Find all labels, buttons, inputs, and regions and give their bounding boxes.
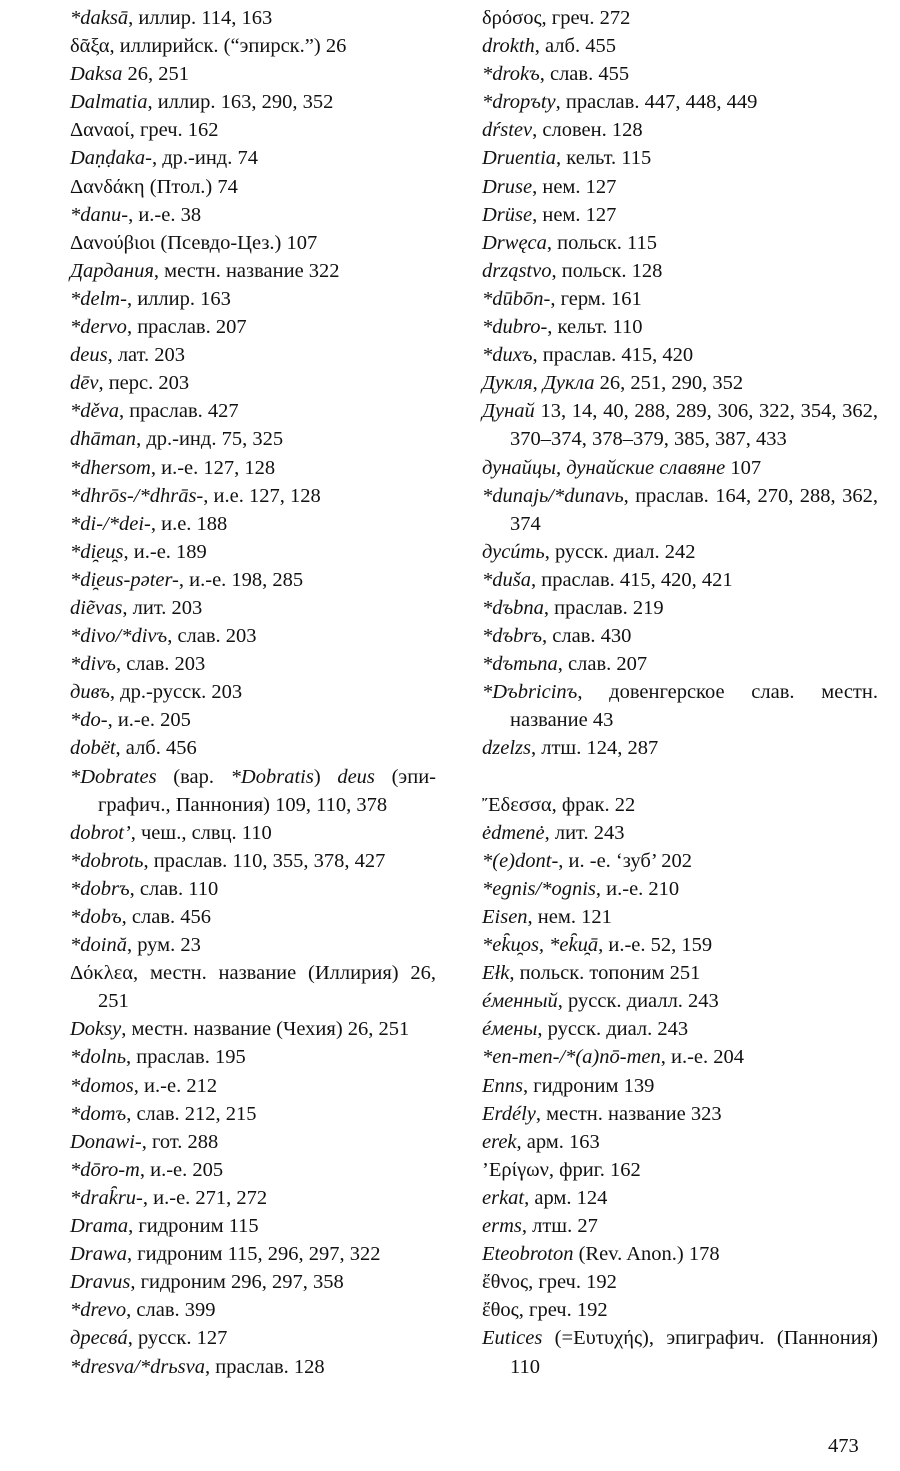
entry-text: , польск. 128 (551, 259, 663, 282)
entry-text: , праслав. 110, 355, 378, 427 (143, 849, 386, 872)
index-entry (70, 341, 436, 369)
entry-headword: *dъbrъ (482, 625, 543, 648)
entry-text: (=Ευτυχής), эпиграфич. (Паннония) 110 (510, 1327, 878, 1378)
entry-text: , русск. диалл. 243 (557, 990, 719, 1013)
entry-text: ) (313, 765, 338, 788)
index-entry (70, 285, 436, 313)
entry-text: , слав. 456 (121, 906, 211, 928)
entry-text: , герм. 161 (550, 287, 642, 310)
index-entry (482, 341, 878, 369)
entry-text: , слав. 207 (557, 653, 648, 676)
index-entry (482, 1015, 878, 1043)
entry-headword: Дукля (482, 372, 533, 395)
index-entry (482, 60, 878, 88)
entry-text: , русск. диал. 243 (537, 1018, 689, 1041)
index-entry (70, 173, 436, 201)
index-entry (482, 1184, 878, 1212)
index-entry (482, 1072, 878, 1100)
index-entry (70, 1296, 436, 1324)
entry-headword: deus (70, 344, 108, 367)
entry-text: Δανδάκη (Птол.) 74 (70, 175, 238, 198)
entry-headword: *ek̑u̯os, *ek̑u̯ā (482, 934, 599, 957)
entry-headword: дунайцы, дунайские славяне (482, 456, 726, 479)
entry-text: , праслав. 128 (204, 1355, 325, 1378)
index-column-left (70, 4, 436, 1381)
entry-headword: Druentia (482, 147, 557, 170)
entry-headword: *dhrōs-/*dhrās- (70, 484, 204, 507)
entry-text: Δανούβιοι (Псевдо-Цез.) 107 (70, 231, 318, 254)
index-entry (482, 1240, 878, 1268)
index-entry (70, 369, 436, 397)
index-entry (70, 1324, 436, 1352)
entry-text: , и.е. 188 (150, 512, 228, 535)
index-entry (70, 706, 436, 734)
entry-text: Ἔδεσσα, фрак. 22 (482, 793, 636, 816)
entry-text: 13, 14, 40, 288, 289, 306, 322, 354, 362, 370–374, 378–379, 385, 387, 433 (510, 400, 878, 451)
index-entry (70, 144, 436, 172)
entry-text: ἔθος, греч. 192 (482, 1299, 608, 1322)
entry-text: , и.-е. 205 (139, 1158, 224, 1181)
entry-text: , праслав. 415, 420, 421 (530, 568, 733, 591)
entry-headword: *di̯eu̯s (70, 540, 124, 563)
entry-text: , кельт. 110 (547, 316, 643, 339)
entry-text: , и.-е. 52, 159 (598, 934, 713, 957)
index-entry (70, 847, 436, 875)
entry-headword: *dolnь (70, 1046, 127, 1069)
index-entry (70, 116, 436, 144)
index-entry (70, 903, 436, 931)
index-entry (482, 594, 878, 622)
index-entry (482, 229, 878, 257)
entry-text: , праслав. 207 (126, 316, 247, 339)
entry-text: , и. -е. ‘зуб’ 202 (558, 849, 693, 872)
entry-headword: Erdély (482, 1102, 536, 1125)
index-entry (70, 60, 436, 88)
index-entry (482, 650, 878, 678)
index-entry (482, 903, 878, 931)
entry-headword: Dalmatia (70, 91, 148, 114)
entry-headword: *dъmьna (482, 653, 558, 676)
index-entry (70, 88, 436, 116)
index-entry (70, 819, 436, 847)
entry-text: , местн. название (Чехия) 26, 251 (121, 1018, 410, 1041)
entry-headword: drokth (482, 35, 535, 58)
section-gap (482, 763, 878, 791)
entry-headword: ėdmenė (482, 821, 545, 844)
entry-headword: dŕstev (482, 119, 533, 142)
index-entry (70, 622, 436, 650)
entry-headword: Eteobroton (482, 1243, 574, 1266)
entry-text: , слав. 212, 215 (126, 1102, 257, 1125)
index-entry (482, 116, 878, 144)
entry-text: , иллир. 163 (126, 287, 231, 310)
entry-headword: дресвá (70, 1327, 128, 1350)
entry-headword: erms (482, 1215, 522, 1238)
entry-headword: *dubro- (482, 316, 548, 339)
entry-text: , словен. 128 (532, 119, 643, 142)
index-entry (482, 1100, 878, 1128)
entry-headword: *dunajь/*dunavь (482, 484, 624, 507)
entry-text: , гот. 288 (141, 1130, 219, 1153)
index-entry (70, 566, 436, 594)
index-entry (482, 959, 878, 987)
entry-text: , местн. название 322 (153, 259, 340, 282)
index-entry (482, 1212, 878, 1240)
index-entry (482, 144, 878, 172)
entry-text: , чеш., слвц. 110 (130, 821, 272, 844)
entries-group-e (482, 791, 878, 1381)
index-entry (70, 397, 436, 425)
entry-headword: *(e)dont- (482, 849, 559, 872)
index-entry (482, 1268, 878, 1296)
entry-headword: *dobrъ (70, 877, 130, 900)
entry-headword: Ełk (482, 962, 510, 985)
entry-text: ἔθνος, греч. 192 (482, 1271, 617, 1294)
index-entry (70, 257, 436, 285)
entry-text: , слав. 399 (126, 1299, 216, 1322)
entry-headword: Drwęca (482, 231, 547, 254)
entry-headword: *Dъbricinъ (482, 681, 578, 704)
entry-headword: *dūbōn- (482, 287, 551, 310)
entries-group-d-left (70, 4, 436, 1381)
entry-headword: Enns (482, 1074, 523, 1097)
entry-text: , русск. диал. 242 (544, 540, 696, 563)
entry-text: , рум. 23 (126, 934, 201, 957)
entry-text: (Rev. Anon.) 178 (573, 1243, 720, 1266)
entry-headword: Dravus (70, 1271, 131, 1294)
entry-headword: *drokъ (482, 63, 540, 86)
entry-text: , праслав. 195 (126, 1046, 246, 1069)
index-entry (70, 1156, 436, 1184)
index-entry (482, 173, 878, 201)
entry-text: , арм. 163 (516, 1130, 600, 1153)
page-number: 473 (828, 1435, 859, 1457)
index-entry (482, 622, 878, 650)
entry-text: , лтш. 124, 287 (530, 737, 659, 760)
entry-headword: Eutices (482, 1327, 543, 1350)
entry-text: , слав. 110 (129, 877, 219, 900)
index-entry (70, 650, 436, 678)
index-entry (70, 32, 436, 60)
entry-headword: *doină (70, 934, 127, 957)
index-entry (70, 4, 436, 32)
entry-text: , польск. 115 (546, 231, 657, 254)
entry-text: , алб. 455 (534, 35, 616, 58)
index-entry (482, 1128, 878, 1156)
entry-text: Δόκλεα, местн. название (Иллирия) 26, 251 (70, 962, 436, 1013)
entry-headword: *di-/*dei- (70, 512, 151, 535)
index-entry (70, 1043, 436, 1071)
entry-text: , и.-е. 38 (128, 203, 202, 226)
entry-headword: deus (337, 765, 375, 788)
entry-headword: *divo/*divъ (70, 625, 168, 648)
entry-headword: Daṇḍaka- (70, 147, 152, 170)
index-entry (70, 734, 436, 762)
index-entry (482, 257, 878, 285)
entry-headword: Drawa (70, 1243, 127, 1266)
entry-headword: Drama (70, 1215, 129, 1238)
entry-text: , русск. 127 (127, 1327, 228, 1350)
entry-headword: *drak̑ru- (70, 1186, 143, 1209)
entry-text: , местн. название 323 (535, 1102, 722, 1125)
index-entry (70, 482, 436, 510)
entry-headword: *duša (482, 568, 531, 591)
entry-text: , праслав. 427 (118, 400, 239, 423)
index-entry (70, 425, 436, 453)
index-entry (482, 734, 878, 762)
entry-text: , праслав. 415, 420 (532, 344, 694, 367)
entry-headword: Daksa (70, 63, 123, 86)
index-entry (482, 285, 878, 313)
entry-text: , слав. 430 (542, 625, 632, 648)
index-column-right (482, 4, 878, 1381)
entry-text: , иллир. 163, 290, 352 (147, 91, 334, 114)
index-entry (482, 4, 878, 32)
entry-text: Δαναοί, греч. 162 (70, 119, 219, 142)
entry-headword: *di̯eus-pəter- (70, 568, 179, 591)
entry-text: 26, 251 (122, 63, 190, 86)
entry-text: , др.-русск. 203 (109, 681, 243, 704)
entry-headword: Дардания (70, 259, 154, 282)
entry-headword: *Dobratis (230, 765, 314, 788)
entry-headword: Donawi- (70, 1130, 142, 1153)
entry-text: , нем. 127 (532, 175, 617, 198)
index-entry (70, 1212, 436, 1240)
index-entry (70, 1128, 436, 1156)
index-entry (482, 791, 878, 819)
entry-headword: *dhersom (70, 456, 151, 479)
entry-text: , и.-е. 210 (595, 877, 680, 900)
entry-headword: *danu- (70, 203, 129, 226)
entry-text: , др.-инд. 74 (151, 147, 258, 170)
entry-headword: dēv (70, 372, 99, 395)
entry-headword: *en-men-/*(a)nō-men (482, 1046, 661, 1069)
entry-headword: *děva (70, 400, 119, 423)
entry-text: , и.-е. 212 (133, 1074, 218, 1097)
index-entry (482, 931, 878, 959)
entry-text: , и.-е. 127, 128 (150, 456, 276, 479)
entry-headword: *dōro-m (70, 1158, 140, 1181)
entry-text: , нем. 127 (532, 203, 617, 226)
entry-text: , гидроним 115 (128, 1215, 259, 1238)
entry-text: , и.-е. 198, 285 (178, 568, 304, 591)
entry-text: 107 (725, 456, 762, 479)
index-entry (70, 510, 436, 538)
entry-text: , слав. 203 (167, 625, 257, 648)
index-entry (482, 1324, 878, 1380)
entry-text: , праслав. 164, 270, 288, 362, 374 (510, 484, 878, 535)
entry-headword: *drevo (70, 1299, 127, 1322)
entry-text: , лтш. 27 (521, 1215, 598, 1238)
index-entry (70, 201, 436, 229)
entry-headword: *dobъ (70, 906, 122, 928)
entry-text: , др.-инд. 75, 325 (136, 428, 284, 451)
entry-text: ’Ερίγων, фриг. 162 (482, 1158, 641, 1181)
entry-text: δᾶξα, иллирийск. (“эпирск.”) 26 (70, 35, 347, 58)
entry-text: , перс. 203 (98, 372, 190, 395)
entry-headword: *Dobrates (70, 765, 157, 788)
entry-text: , гидроним 139 (523, 1074, 655, 1097)
index-entry (70, 594, 436, 622)
entry-headword: diẽvas (70, 596, 123, 619)
entry-text: , лат. 203 (107, 344, 186, 367)
entry-text: , праслав. 447, 448, 449 (555, 91, 758, 114)
index-entry (70, 1015, 436, 1043)
entry-headword: дусúть (482, 540, 545, 563)
index-entry (482, 678, 878, 734)
index-entry (70, 1240, 436, 1268)
entry-headword: éмены (482, 1018, 538, 1041)
index-entry (482, 482, 878, 538)
entry-headword: *divъ (70, 653, 116, 676)
entry-headword: drząstvo (482, 259, 552, 282)
index-entry (70, 1100, 436, 1128)
index-entry (482, 819, 878, 847)
index-entry (70, 1072, 436, 1100)
index-entry (70, 454, 436, 482)
entry-text: , польск. топоним 251 (509, 962, 701, 985)
entry-text: δρόσος, греч. 272 (482, 7, 631, 29)
index-entry (482, 397, 878, 453)
index-entry (70, 931, 436, 959)
entry-text: , арм. 124 (524, 1186, 608, 1209)
entries-group-d-right (482, 4, 878, 763)
entry-headword: dzelzs (482, 737, 531, 760)
entry-text: , нем. 121 (527, 906, 612, 928)
index-entry (482, 454, 878, 482)
entry-text: , гидроним 115, 296, 297, 322 (126, 1243, 381, 1266)
entry-headword: erek (482, 1130, 517, 1153)
entry-text: , слав. 203 (115, 653, 206, 676)
index-entry (70, 313, 436, 341)
entry-headword: *duxъ (482, 344, 533, 367)
entry-headword: *dъbna (482, 596, 544, 619)
index-entry (482, 313, 878, 341)
entry-headword: *daksā (70, 7, 129, 29)
index-entry (482, 201, 878, 229)
index-entry (70, 959, 436, 1015)
entry-text: , алб. 456 (115, 737, 197, 760)
entry-headword: *dresva/*drьsva (70, 1355, 205, 1378)
entry-text: , лит. 243 (544, 821, 625, 844)
entry-text: , праслав. 219 (543, 596, 664, 619)
entry-headword: *do- (70, 709, 108, 732)
entry-headword: *dobrotь (70, 849, 144, 872)
entry-headword: Druse (482, 175, 533, 198)
entry-headword: Дукла (542, 372, 595, 395)
index-entry (70, 229, 436, 257)
entry-headword: дивъ (70, 681, 110, 704)
entry-text: , и.-е. 205 (107, 709, 191, 732)
index-entry (70, 1353, 436, 1381)
entry-headword: dobët (70, 737, 116, 760)
index-entry (70, 763, 436, 819)
entry-text: , слав. 455 (539, 63, 630, 86)
index-entry (482, 847, 878, 875)
entry-headword: *domos (70, 1074, 134, 1097)
index-entry (482, 538, 878, 566)
entry-text: , и.-е. 204 (660, 1046, 745, 1069)
index-entry (482, 88, 878, 116)
entry-headword: Doksy (70, 1018, 122, 1041)
entry-headword: Дунай (482, 400, 535, 423)
entry-headword: erkat (482, 1186, 525, 1209)
entry-text: (эпиграфич., Паннония) 109, 110, 378 (98, 765, 436, 816)
index-entry (70, 1184, 436, 1212)
entry-headword: *dervo (70, 316, 127, 339)
entry-text: , и.-е. 271, 272 (142, 1186, 268, 1209)
entry-text: , и.-е. 189 (123, 540, 207, 563)
entry-text: , кельт. 115 (556, 147, 652, 170)
entry-headword: dhāman (70, 428, 137, 451)
index-entry (482, 369, 878, 397)
entry-headword: *domъ (70, 1102, 127, 1125)
entry-headword: Eisen (482, 906, 528, 928)
entry-text: , лит. 203 (122, 596, 203, 619)
index-entry (482, 987, 878, 1015)
entry-headword: *dropъty (482, 91, 556, 114)
index-entry (70, 678, 436, 706)
entry-text: , иллир. 114, 163 (128, 7, 273, 29)
index-entry (482, 1296, 878, 1324)
entry-text: , довенгерское слав. местн. название 43 (510, 681, 878, 732)
entry-headword: éменный (482, 990, 558, 1013)
index-entry (482, 32, 878, 60)
index-entry (482, 1156, 878, 1184)
entry-text: 26, 251, 290, 352 (594, 372, 744, 395)
index-entry (70, 875, 436, 903)
entry-headword: Drüse (482, 203, 533, 226)
index-entry (482, 875, 878, 903)
entry-text: , гидроним 296, 297, 358 (130, 1271, 344, 1294)
index-entry (70, 538, 436, 566)
entry-text: (вар. (156, 765, 231, 788)
index-entry (70, 1268, 436, 1296)
entry-text: , и.е. 127, 128 (203, 484, 321, 507)
entry-headword: dobrot’ (70, 821, 131, 844)
entry-headword: *egnis/*ognis (482, 877, 596, 900)
entry-text: , (532, 372, 543, 395)
entry-headword: *delm- (70, 287, 127, 310)
index-entry (482, 566, 878, 594)
index-entry (482, 1043, 878, 1071)
